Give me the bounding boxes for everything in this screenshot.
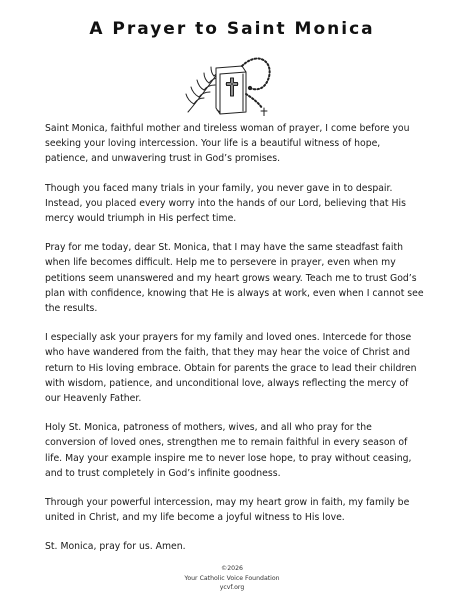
prayer-body <box>45 121 425 569</box>
website-link[interactable]: ycvf.org <box>219 584 245 591</box>
copyright-text: ©2026 <box>221 565 243 572</box>
prayer-book-rosary-palm-icon <box>180 54 280 116</box>
prayer-paragraph-3: Pray for me today, dear St. Monica, that I may have the same steadfast faith when life becomes difficult. Help me to persevere in prayer, even when my petitions seem unanswered and my heart grows weary. Teach me to trust God’s plan with confidence, knowing that He is always at work, even when I cannot see the results. <box>45 242 424 315</box>
prayer-paragraph-2: Though you faced many trials in your family, you never gave in to despair. Instead, you placed every worry into the hands of our Lord, believing that His mercy would triumph in His perfect time. <box>45 182 406 225</box>
organization-name: Your Catholic Voice Foundation <box>184 574 280 582</box>
prayer-closing: St. Monica, pray for us. Amen. <box>45 541 186 553</box>
prayer-paragraph-5: Holy St. Monica, patroness of mothers, wives, and all who pray for the conversion of loved ones, strengthen me to remain faithful in every season of life. May your example inspire me to never lose hope, to pray without ceasing, and to trust completely in God’s infinite goodness. <box>45 422 412 479</box>
page-title: A Prayer to Saint Monica <box>89 19 375 39</box>
prayer-paragraph-1: Saint Monica, faithful mother and tireless woman of prayer, I come before you seeking your loving intercession. Your life is a beautiful witness of hope, patience, and unwavering trust in God’s promises. <box>45 123 410 165</box>
prayer-paragraph-4: I especially ask your prayers for my family and loved ones. Intercede for those who have wandered from the faith, that they may hear the voice of Christ and return to His loving embrace. Obtain for parents the grace to lead their children with wisdom, patience, and unconditional love, always reflecting the mercy of our Heavenly Father. <box>45 332 417 405</box>
footer <box>0 564 464 593</box>
prayer-paragraph-6: Through your powerful intercession, may my heart grow in faith, my family be united in Christ, and my life become a joyful witness to His love. <box>45 497 410 524</box>
